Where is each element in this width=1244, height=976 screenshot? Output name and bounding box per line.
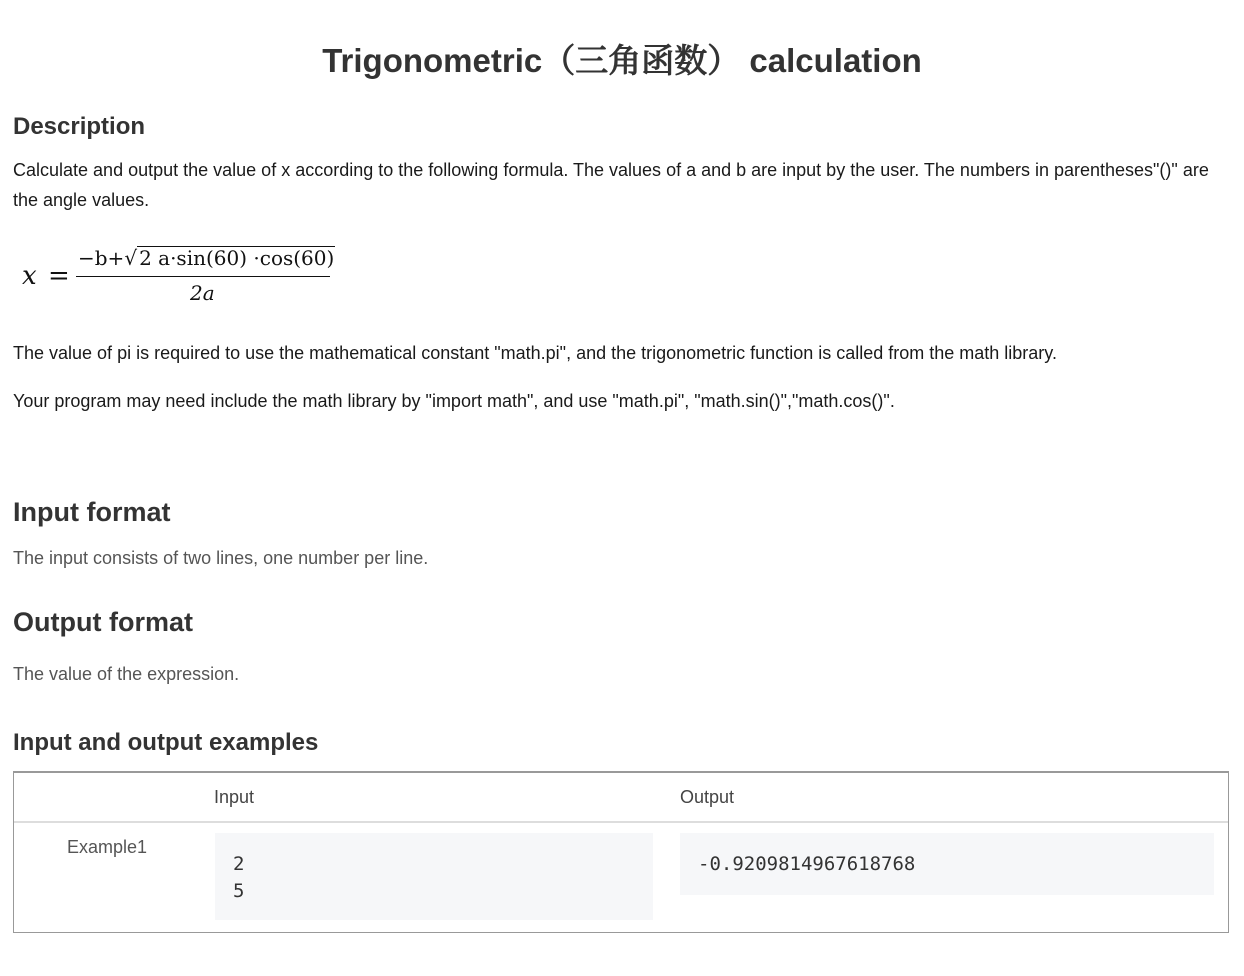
example-output-box[interactable] (680, 833, 1214, 895)
example-input-line: 2 (233, 853, 245, 875)
formula-denominator: 2a (190, 281, 215, 305)
formula-radicand: 2 a·sin(60) ·cos(60) (139, 246, 335, 270)
formula-fraction-bar (76, 276, 330, 277)
examples-heading: Input and output examples (13, 729, 319, 756)
page-title: Trigonometric（三角函数） calculation (322, 42, 922, 79)
formula-equals: = (48, 261, 70, 291)
formula-lhs: x (22, 261, 37, 291)
examples-table (13, 771, 1229, 933)
example-output-line: -0.9209814967618768 (698, 853, 916, 875)
examples-table-header (14, 773, 1228, 823)
output-format-heading: Output format (13, 607, 193, 637)
description-heading: Description (13, 113, 146, 140)
formula-numerator (78, 246, 335, 270)
formula-numerator-prefix: −b+√ (78, 246, 138, 270)
formula (22, 243, 342, 309)
example-input-box[interactable] (215, 833, 653, 920)
example-label: Example1 (67, 837, 148, 857)
output-column-header: Output (680, 787, 735, 807)
import-math-note: Your program may need include the math library by "import math", and use "math.pi", "math.sin()","math.cos()". (13, 391, 895, 411)
output-format-text: The value of the expression. (13, 664, 240, 684)
input-format-text: The input consists of two lines, one number per line. (13, 548, 429, 568)
description-paragraph: Calculate and output the value of x according to the following formula. The values of a and b are input by the user. The numbers in parentheses"()" are the angle values. (13, 160, 1209, 210)
input-column-header: Input (214, 787, 255, 807)
math-pi-note: The value of pi is required to use the mathematical constant "math.pi", and the trigonometric function is called from the math library. (13, 343, 1057, 363)
example-input-line: 5 (233, 880, 245, 902)
input-format-heading: Input format (13, 497, 171, 527)
